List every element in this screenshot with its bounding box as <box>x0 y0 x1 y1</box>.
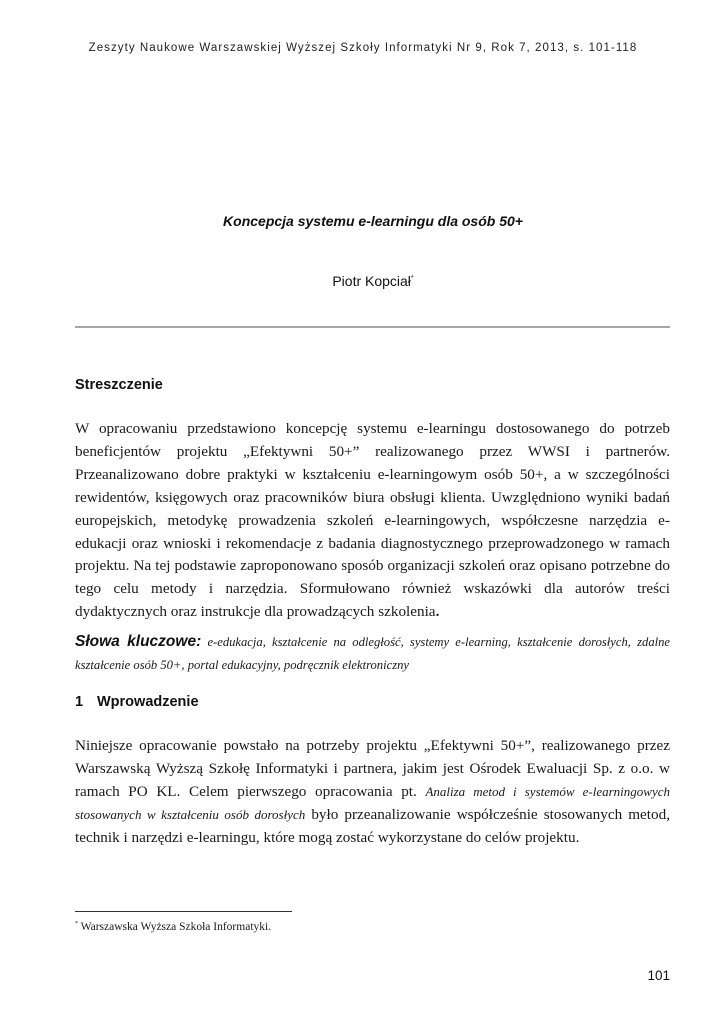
keywords <box>75 631 670 677</box>
footnote <box>75 921 271 933</box>
section-body <box>75 735 670 850</box>
footnote-divider <box>75 911 292 912</box>
abstract-final-period: . <box>435 603 440 621</box>
running-header: Zeszyty Naukowe Warszawskiej Wyższej Szkoły Informatyki Nr 9, Rok 7, 2013, s. 101-118 <box>88 42 638 54</box>
section-number: 1 <box>75 694 84 710</box>
keywords-label: Słowa kluczowe: <box>75 633 202 650</box>
keywords-text: e-edukacja, kształcenie na odległość, systemy e-learning, kształcenie dorosłych, zdalne kształcenie osób 50+, portal edukacyjny, podręcznik elektroniczny <box>75 635 671 672</box>
title-divider <box>75 326 670 328</box>
article-title: Koncepcja systemu e-learningu dla osób 50+ <box>223 213 523 229</box>
author-line <box>0 273 726 289</box>
section-body-text-end: było przeanalizowanie współcześnie stosowanych metod, technik i narzędzi e-learningu, które mogą zostać wykorzystane do celów projektu. <box>75 805 670 846</box>
abstract-body <box>75 418 670 624</box>
footnote-text: Warszawska Wyższa Szkoła Informatyki. <box>80 921 272 933</box>
cited-work-title: Analiza metod i systemów e-learningowych stosowanych w kształceniu osób dorosłych <box>75 783 670 822</box>
section-heading <box>75 694 199 710</box>
section-title: Wprowadzenie <box>97 694 199 710</box>
abstract-heading: Streszczenie <box>75 377 163 393</box>
footnote-mark: * <box>75 921 78 927</box>
author-footnote-mark: * <box>410 275 414 282</box>
section-body-text: Niniejsze opracowanie powstało na potrzeby projektu „Efektywni 50+”, realizowanego przez Warszawską Wyższą Szkołę Informatyki i partnera, jakim jest Ośrodek Ewaluacji Sp. z o.o. w ramach PO KL. Celem pierwszego opracowania pt. <box>75 737 670 800</box>
abstract-text: W opracowaniu przedstawiono koncepcję systemu e-learningu dostosowanego do potrzeb beneficjentów projektu „Efektywni 50+” realizowanego przez WWSI i partnerów. Przeanalizowano dobre praktyki w kształceniu e-learningowym osób 50+, a w szczególności rewidentów, księgowych oraz pracowników biura obsługi klienta. Uwzględniono wyniki badań europejskich, metodykę prowadzenia szkoleń e-learningowych, współczesne narzędzia e-edukacji oraz wnioski i rekomendacje z badania diagnostycznego przeprowadzonego w ramach projektu. Na tej podstawie zaproponowano sposób organizacji szkoleń oraz opisano potrzebne do tego celu metody i narzędzia. Sformułowano również wskazówki dla autorów treści dydaktycznych oraz instrukcje dla prowadzących szkolenia <box>75 420 670 621</box>
page-number: 101 <box>647 968 670 983</box>
author-name: Piotr Kopciał <box>332 273 411 289</box>
